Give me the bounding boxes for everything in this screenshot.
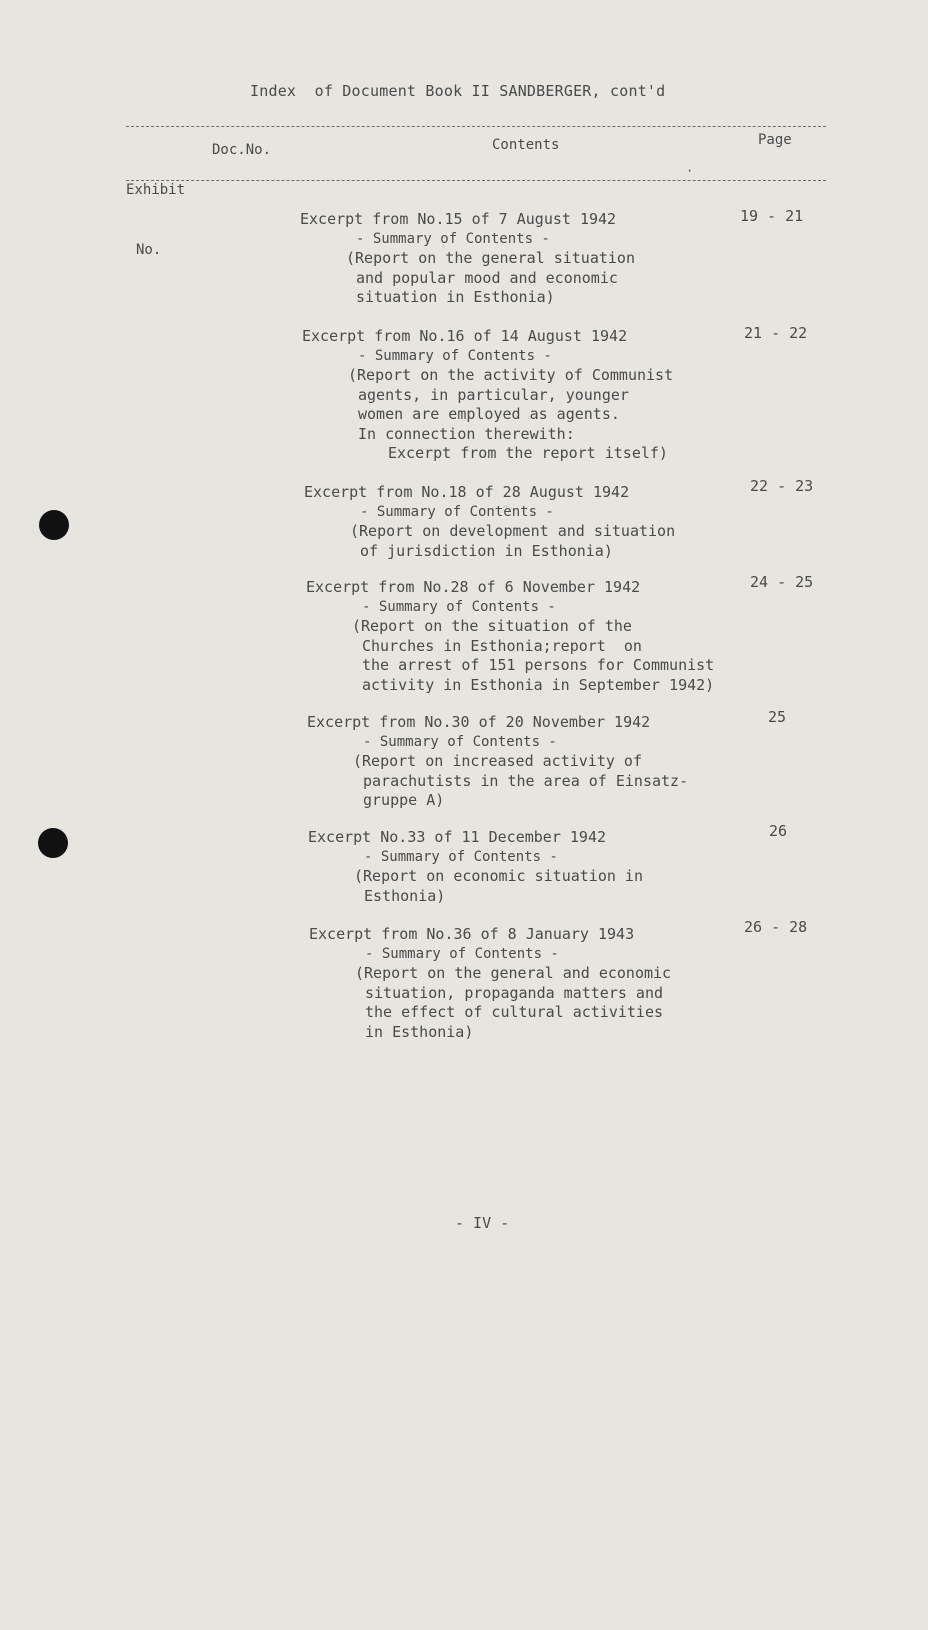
column-header-contents: Contents [492, 137, 560, 153]
entry-heading: Excerpt from No.15 of 7 August 1942 [300, 210, 617, 228]
entry-heading: Excerpt from No.18 of 28 August 1942 [304, 483, 630, 501]
index-entry [302, 327, 673, 464]
document-title: Index of Document Book II SANDBERGER, cont'd [250, 82, 666, 100]
index-entry [306, 578, 714, 695]
entry-description-line: parachutists in the area of Einsatz- [363, 771, 689, 790]
entry-summary: - Summary of Contents - [362, 598, 556, 615]
entry-heading: Excerpt No.33 of 11 December 1942 [308, 828, 607, 846]
entry-description-line: Esthonia) [364, 886, 446, 905]
entry-page-range: 22 - 23 [750, 477, 814, 495]
exhibit-label: Exhibit [126, 182, 186, 198]
entry-page-range: 26 [769, 822, 788, 840]
entry-description-line: (Report on increased activity of [353, 752, 642, 770]
entry-description-line: activity in Esthonia in September 1942) [362, 675, 715, 694]
entry-description-line: agents, in particular, younger [358, 385, 629, 404]
page-number: - IV - [455, 1214, 510, 1232]
index-entry [307, 713, 688, 811]
index-entry [300, 210, 635, 308]
entry-description-line: the arrest of 151 persons for Communist [362, 656, 715, 674]
entry-page-range: 25 [768, 708, 787, 726]
entry-summary: - Summary of Contents - [360, 503, 554, 520]
entry-description-line: (Report on the situation of the [352, 617, 632, 635]
entry-description-line: Excerpt from the report itself) [388, 444, 668, 462]
exhibit-no-label: No. [136, 242, 162, 258]
entry-heading: Excerpt from No.16 of 14 August 1942 [302, 327, 628, 345]
index-entry [308, 828, 643, 906]
entry-description-line: women are employed as agents. [358, 405, 620, 423]
punch-hole [38, 828, 68, 858]
entry-description-line: of jurisdiction in Esthonia) [360, 541, 613, 560]
entry-heading: Excerpt from No.36 of 8 January 1943 [309, 925, 635, 943]
index-entry [309, 925, 671, 1042]
entry-summary: - Summary of Contents - [363, 733, 557, 750]
column-header-page: Page [758, 132, 792, 148]
stray-mark: · [686, 164, 694, 178]
entry-page-range: 21 - 22 [744, 324, 808, 342]
entry-description-line: and popular mood and economic [356, 268, 618, 287]
entry-page-range: 19 - 21 [740, 207, 804, 225]
entry-heading: Excerpt from No.30 of 20 November 1942 [307, 713, 651, 731]
entry-description-line: in Esthonia) [365, 1022, 474, 1041]
entry-description-line: (Report on the general and economic [355, 964, 672, 982]
entry-description-line: situation in Esthonia) [356, 288, 555, 306]
header-rule-top [126, 126, 826, 127]
entry-summary: - Summary of Contents - [358, 347, 552, 364]
entry-summary: - Summary of Contents - [364, 848, 558, 865]
punch-hole [39, 510, 69, 540]
entry-summary: - Summary of Contents - [356, 230, 550, 247]
entry-description-line: situation, propaganda matters and [365, 983, 664, 1002]
entry-page-range: 24 - 25 [750, 573, 814, 591]
entry-description-line: (Report on economic situation in [354, 867, 643, 885]
entry-page-range: 26 - 28 [744, 918, 808, 936]
entry-description-line: Churches in Esthonia;report on [362, 636, 642, 655]
entry-description-line: gruppe A) [363, 791, 445, 809]
entry-description-line: (Report on the general situation [346, 249, 635, 267]
header-rule-bottom [126, 180, 826, 181]
index-entry [304, 483, 675, 561]
column-header-exhibit [126, 140, 185, 300]
entry-description-line: the effect of cultural activities [365, 1003, 664, 1021]
entry-description-line: (Report on development and situation [350, 522, 676, 540]
entry-description-line: In connection therewith: [358, 424, 575, 443]
entry-summary: - Summary of Contents - [365, 945, 559, 962]
entry-heading: Excerpt from No.28 of 6 November 1942 [306, 578, 641, 596]
column-header-doc-no: Doc.No. [212, 142, 272, 158]
entry-description-line: (Report on the activity of Communist [348, 366, 674, 384]
